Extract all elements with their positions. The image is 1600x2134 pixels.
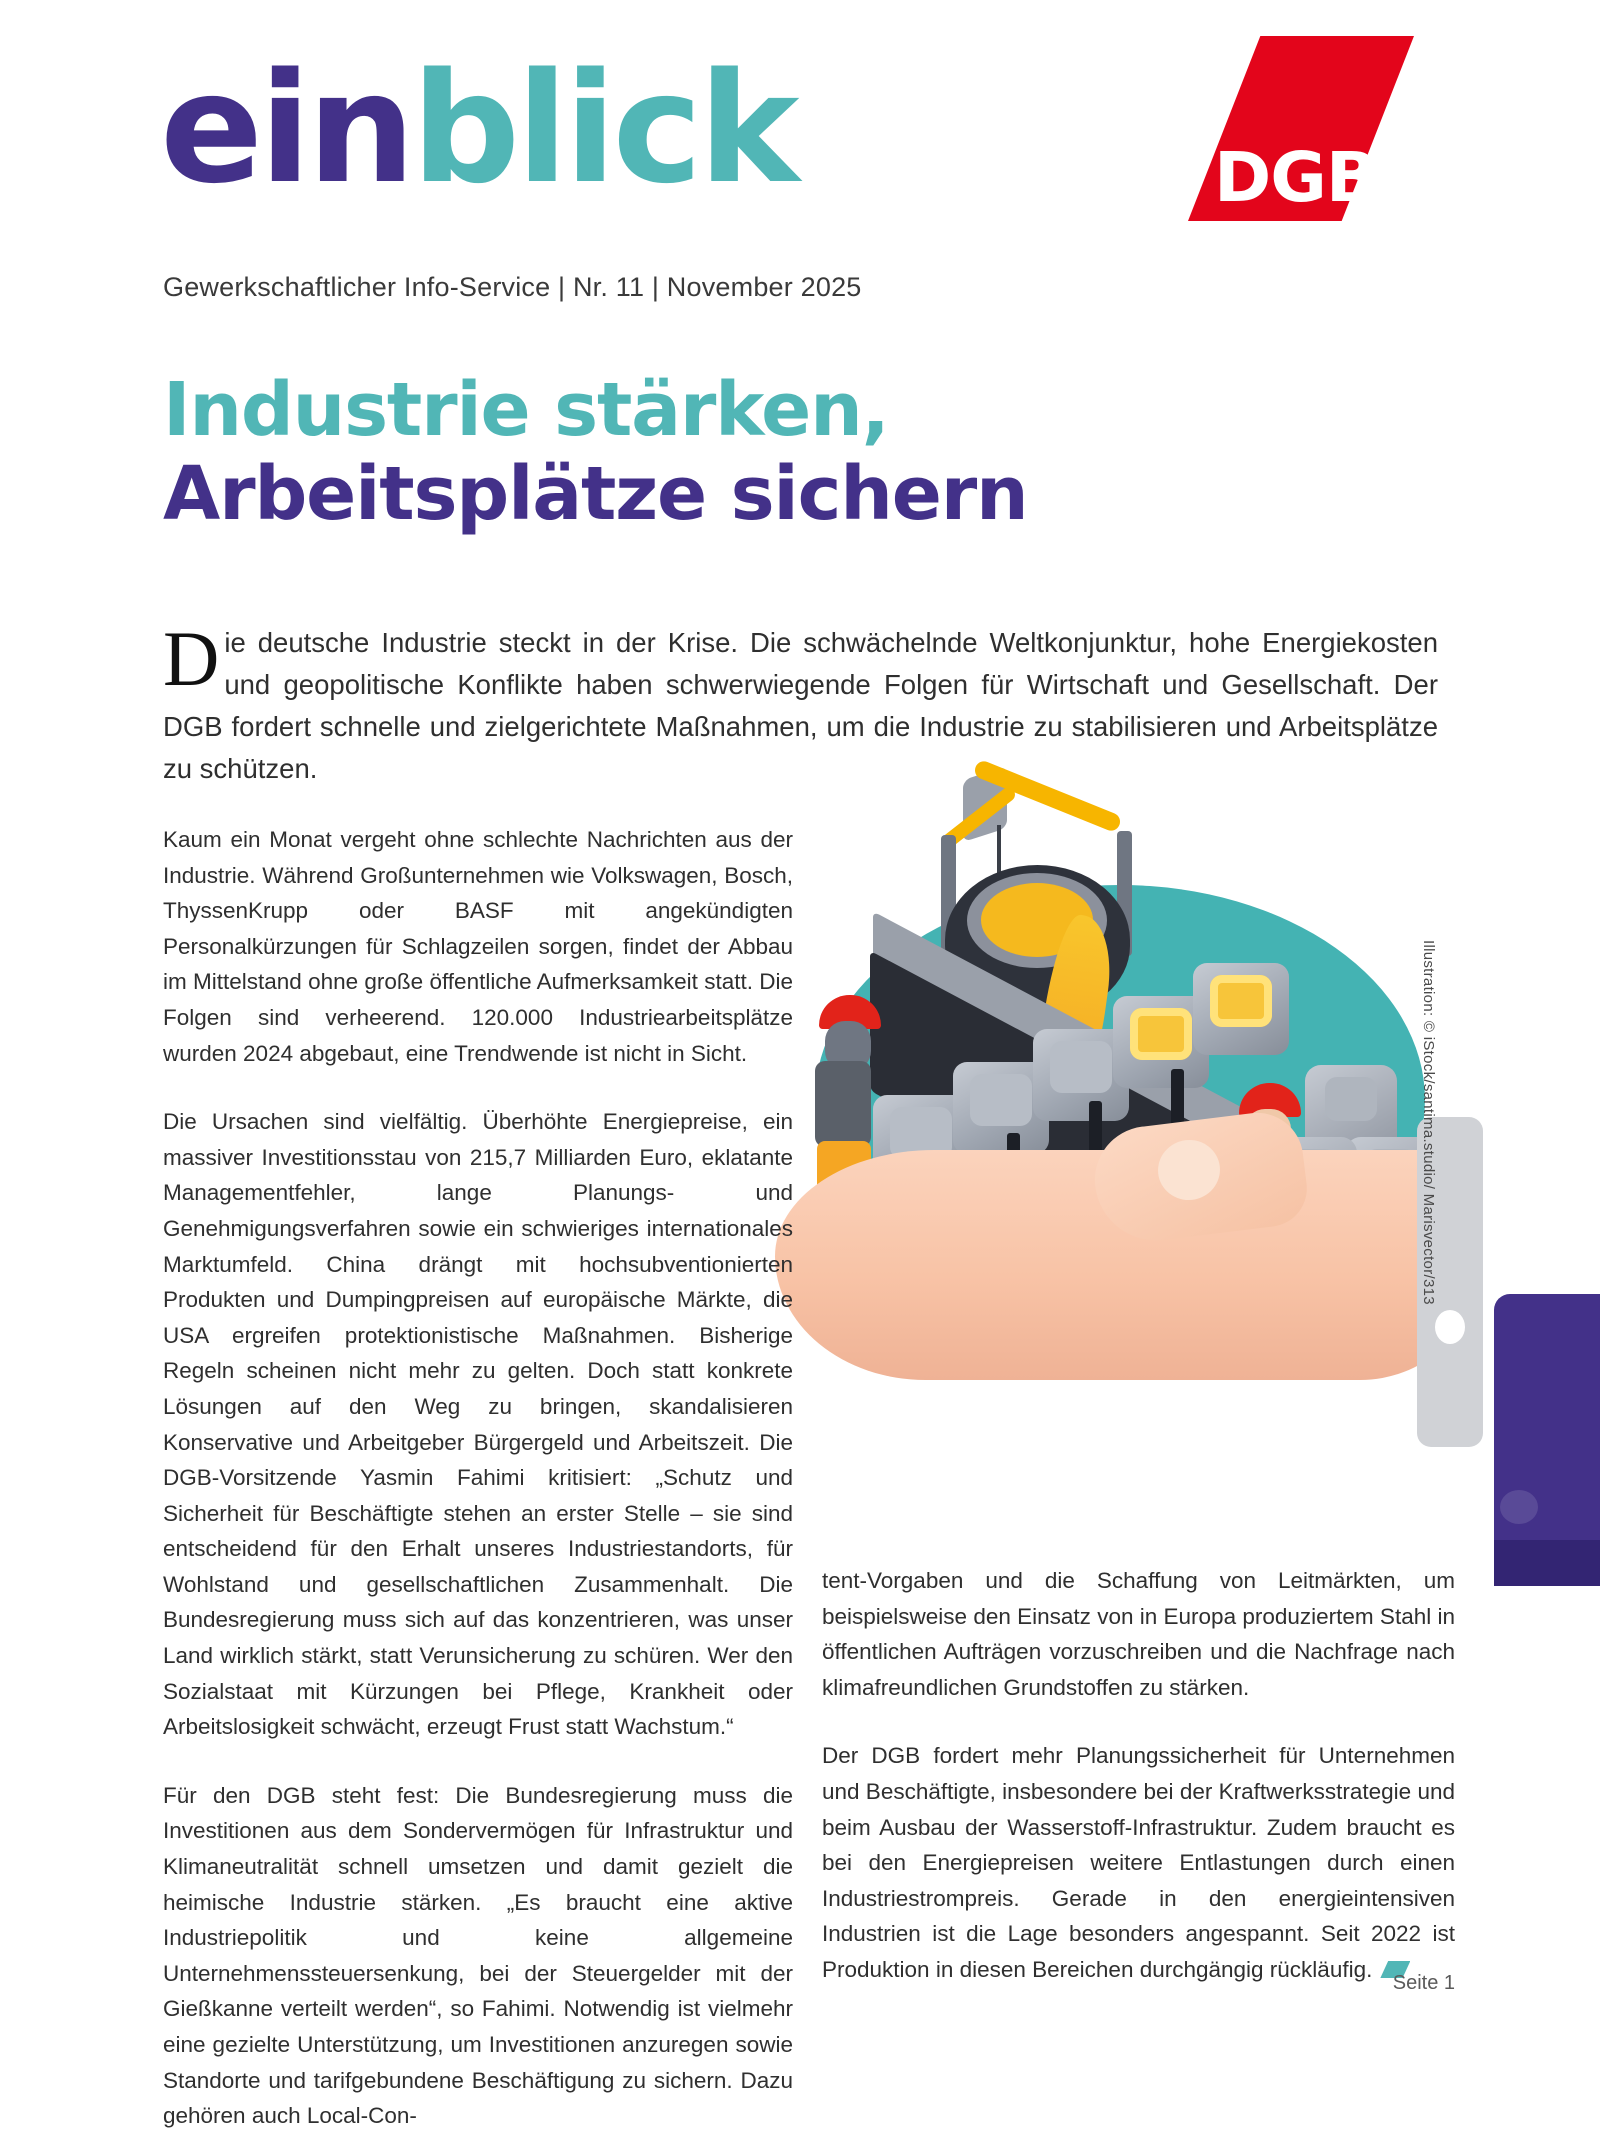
- purple-accent-block: [1494, 1294, 1600, 1586]
- dgb-logo: [1188, 36, 1414, 221]
- body-column-left: [163, 822, 793, 2134]
- drop-cap: D: [163, 615, 220, 702]
- masthead-subtitle: Gewerkschaftlicher Info-Service | Nr. 11 | November 2025: [163, 272, 862, 302]
- lead-text: ie deutsche Industrie steckt in der Krise. Die schwächelnde Weltkonjunktur, hohe Energiekosten und geopolitische Konflikte haben schwerwiegende Folgen für Wirtschaft und Gesellschaft. Der DGB fordert schnelle und zielgerichtete Maßnahmen, um die Industrie zu stabilisieren und Arbeitsplätze zu schützen.: [163, 627, 1438, 784]
- einblick-wordmark: [160, 40, 796, 217]
- wordmark-blick: blick: [411, 40, 796, 217]
- headline-line-2: Arbeitsplätze sichern: [163, 451, 1028, 537]
- mold-block-hot: [1193, 963, 1289, 1055]
- paragraph: Für den DGB steht fest: Die Bundesregierung muss die Investitionen aus dem Sondervermögen für Infrastruktur und Klimaneutralität schnell umsetzen und damit gezielt die heimische Industrie stärken. „Es braucht eine aktive Industriepolitik und keine allgemeine Unternehmenssteuersenkung, bei der Steuergelder mit der Gießkanne verteilt werden“, so Fahimi. Notwendig ist vielmehr eine gezielte Unterstützung, um Investitionen anzuregen sowie Standorte und tarifgebundene Beschäftigung zu sichern. Dazu gehören auch Local-Con-: [163, 1782, 793, 2129]
- mold-cavity: [970, 1074, 1032, 1126]
- illustration-credit: Illustration: © iStock/santima.studio/ Marisvector/313: [1420, 940, 1437, 1305]
- paragraph: Kaum ein Monat vergeht ohne schlechte Nachrichten aus der Industrie. Während Großunternehmen wie Volkswagen, Bosch, ThyssenKrupp oder BASF mit angekündigten Personalkürzungen für Schlagzeilen sorgen, findet der Abbau im Mittelstand ohne große öffentliche Aufmerksamkeit statt. Die Folgen sind verheerend. 120.000 Industriearbeitsplätze wurden 2024 abgebaut, eine Trendwende ist nicht in Sicht.: [163, 827, 793, 1066]
- paragraph-final: [822, 1738, 1455, 1987]
- paragraph: Die Ursachen sind vielfältig. Überhöhte Energiepreise, ein massiver Investitionsstau von 215,7 Milliarden Euro, eklatante Managementfehler, lange Planungs- und Genehmigungsverfahren sowie ein schwieriges internationales Marktumfeld. China drängt mit hochsubventionierten Produkten und Dumpingpreisen auf europäische Märkte, die USA ergreifen protektionistische Maßnahmen. Bisherige Regeln scheinen nicht mehr zu gelten. Doch statt konkrete Lösungen auf den Weg zu bringen, skandalisieren Konservative und Arbeitgeber Bürgergeld und Arbeitszeit. Die DGB-Vorsitzende Yasmin Fahimi kritisiert: „Schutz und Sicherheit für Beschäftigte stehen an erster Stelle – sie sind entscheidend für den Erhalt unseres Industriestandorts, für Wohlstand und gesellschaftlichen Zusammenhalt. Die Bundesregierung muss sich auf das konzentrieren, was unser Land wirklich stärkt, statt Verunsicherung zu schüren. Wer den Sozialstaat mit Kürzungen bei Pflege, Krankheit oder Arbeitslosigkeit schwächt, erzeugt Frust statt Wachstum.“: [163, 1109, 793, 1740]
- page-number: Seite 1: [1392, 1972, 1455, 1994]
- purple-block-shadow: [1494, 1540, 1600, 1586]
- wordmark-ein: ein: [160, 40, 412, 217]
- foundry-illustration: [745, 765, 1505, 1405]
- mold-cavity-molten: [1210, 975, 1272, 1027]
- masthead: [0, 0, 1600, 300]
- dgb-logo-text: DGB: [1214, 138, 1378, 218]
- tube-hole: [1325, 1077, 1377, 1121]
- page-title: [163, 368, 1363, 536]
- sleeve-button: [1435, 1310, 1465, 1344]
- mold-cavity: [1050, 1041, 1112, 1093]
- paragraph: tent-Vorgaben und die Schaffung von Leitmärkten, um beispielsweise den Einsatz von in Europa produziertem Stahl in öffentlichen Aufträgen vorzuschreiben und die Nachfrage nach klimafreundlichen Grundstoffen zu stärken.: [822, 1568, 1455, 1700]
- headline-line-1: Industrie stärken,: [163, 367, 889, 453]
- worker-torso: [815, 1061, 871, 1147]
- mold-cavity-molten: [1130, 1008, 1192, 1060]
- purple-block-dot: [1500, 1490, 1538, 1524]
- body-column-right: [822, 1563, 1455, 1988]
- paragraph-text: Der DGB fordert mehr Planungssicherheit für Unternehmen und Beschäftigte, insbesondere bei der Kraftwerksstrategie und beim Ausbau der Wasserstoff-Infrastruktur. Zudem braucht es bei den Energiepreisen weitere Entlastungen durch einen Industriestrompreis. Gerade in den energieintensiven Industrien ist die Lage besonders angespannt. Seit 2022 ist Produktion in diesen Bereichen durchgängig rückläufig.: [822, 1743, 1455, 1982]
